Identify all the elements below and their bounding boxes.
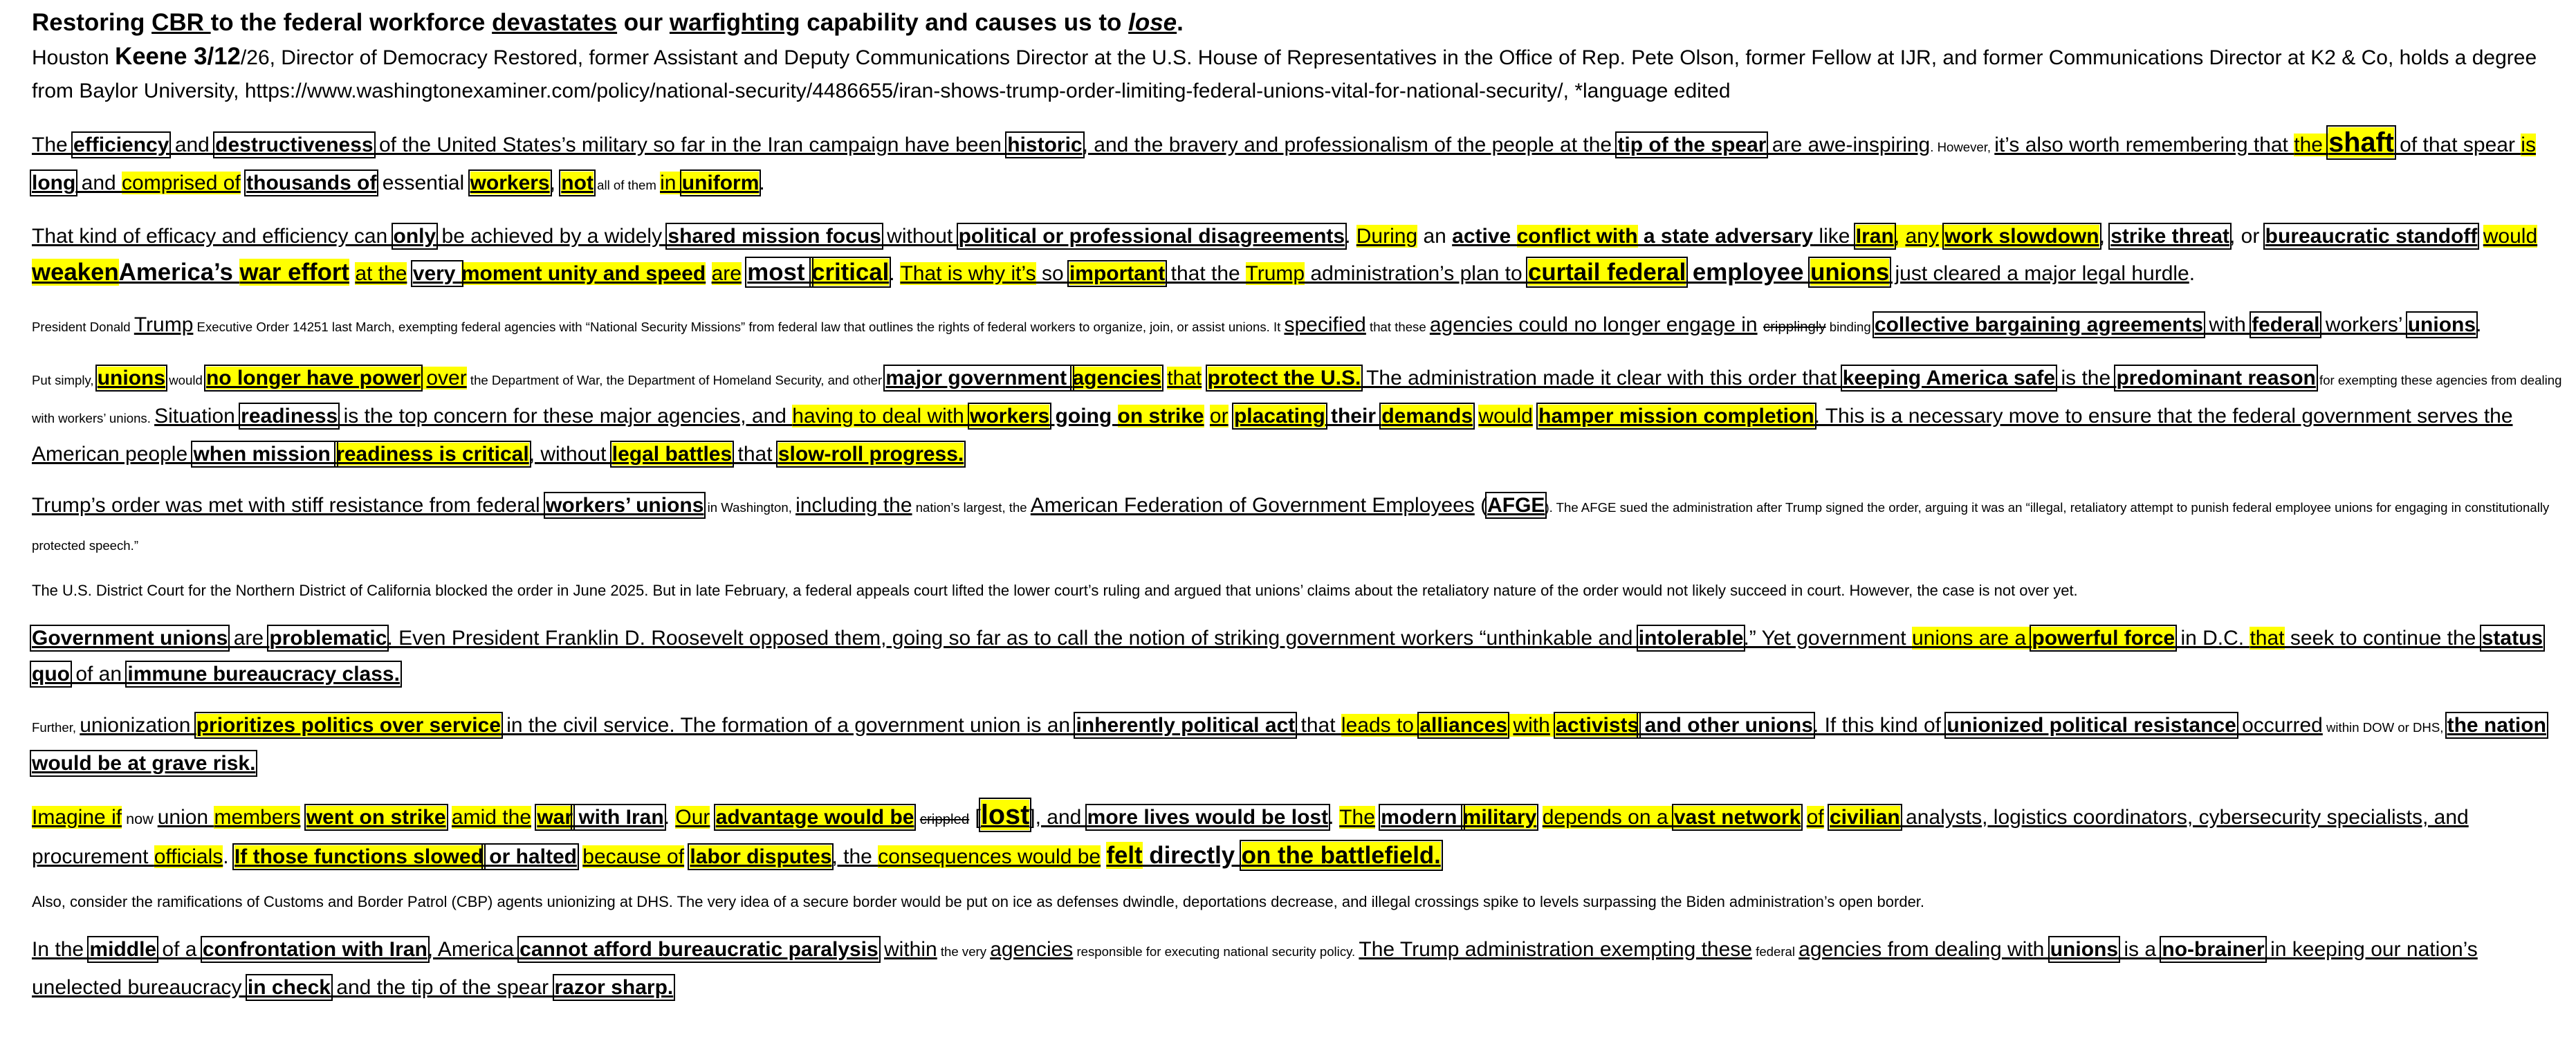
paragraph-7: Government unions are problematic. Even President Franklin D. Roosevelt opposed them, going so far as to call the notion of striking government workers “unthinkable and intolerable.” Yet government unions are a powerful force in D.C. that seek to continue the status quo of an immune bureaucracy class. (32, 627, 2543, 686)
paragraph-11: In the middle of a confrontation with Iran, America cannot afford bureaucratic paralysis within the very agencies responsible for executing national security policy. The Trump administration exempting these federal agencies from dealing with unions is a no-brainer in keeping our nation’s unelected bureaucracy in check and the tip of the spear razor sharp. (32, 938, 2478, 999)
paragraph-8: Further, unionization prioritizes politics over service in the civil service. The formation of a government union is an inherently political act that leads to alliances with activists and other unions. If this kind of unionized political resistance occurred within DOW or DHS, the nation would be at grave risk. (32, 714, 2546, 775)
card-title: Restoring CBR to the federal workforce devastates our warfighting capability and causes us to lose. (32, 9, 1184, 36)
paragraph-5: Trump’s order was met with stiff resistance from federal workers’ unions in Washington, including the nation’s largest, the American Federation of Government Employees (AFGE). The AFGE sued the administration after Trump signed the order, arguing it was an “illegal, retaliatory attempt to punish federal employee unions for engaging in constitutionally protected speech.” (32, 494, 2550, 553)
paragraph-6: The U.S. District Court for the Northern District of California blocked the order in June 2025. But in late February, a federal appeals court lifted the lower court’s ruling and argued that unions’ claims about the retaliatory nature of the order would not likely succeed in court. However, the case is not over yet. (32, 582, 2078, 599)
paragraph-2: That kind of efficacy and efficiency can only be achieved by a widely shared mission focus without political or professional disagreements. During an active conflict with a state adversary like Iran, any work slowdown, strike threat, or bureaucratic standoff would weakenAmerica’s war effort at the very moment unity and speed are most critical. That is why it’s so important that the Trump administration’s plan to curtail federal employee unions just cleared a major legal hurdle. (32, 225, 2538, 286)
paragraph-4: Put simply, unions would no longer have power over the Department of War, the Department of Homeland Security, and other major government agencies that protect the U.S. The administration made it clear with this order that keeping America safe is the predominant reason for exempting these agencies from dealing with workers’ unions. Situation readiness is the top concern for these major agencies, and having to deal with workers going on strike or placating their demands would hamper mission completion. This is a necessary move to ensure that the federal government serves the American people when mission readiness is critical, without legal battles that slow-roll progress. (32, 367, 2562, 466)
paragraph-10: Also, consider the ramifications of Customs and Border Patrol (CBP) agents unionizing at DHS. The very idea of a secure border would be put on ice as defenses dwindle, deportations decrease, and illegal crossings spike to levels surpassing the Biden administration’s open border. (32, 893, 1925, 910)
citation: Houston Keene 3/12/26, Director of Democracy Restored, former Assistant and Deputy Communications Director at the U.S. House of Representatives in the Office of Rep. Pete Olson, former Fellow at IJR, and former Communications Director at K2 & Co, holds a degree from Baylor University, https://www.washingtonexaminer.com/policy/national-security/4486655/iran-shows-trump-order-limiting-federal-unions-vital-for-national-security/, *language edited (32, 43, 2537, 102)
paragraph-9: Imagine if now union members went on strike amid the war with Iran. Our advantage would be crippled [lost], and more lives would be lost. The modern military depends on a vast network of civilian analysts, logistics coordinators, cybersecurity specialists, and procurement officials. If those functions slowed or halted because of labor disputes, the consequences would be felt directly on the battlefield. (32, 800, 2469, 869)
paragraph-1: The efficiency and destructiveness of the United States’s military so far in the Iran campaign have been historic, and the bravery and professionalism of the people at the tip of the spear are awe-inspiring. However, it’s also worth remembering that the shaft of that spear is long and comprised of thousands of essential workers, not all of them in uniform. (32, 127, 2536, 194)
paragraph-3: President Donald Trump Executive Order 14251 last March, exempting federal agencies with “National Security Missions” from federal law that outlines the rights of federal workers to organize, join, or assist unions. It specified that these agencies could no longer engage in cripplingly binding collective bargaining agreements with federal workers’ unions. (32, 313, 2482, 336)
